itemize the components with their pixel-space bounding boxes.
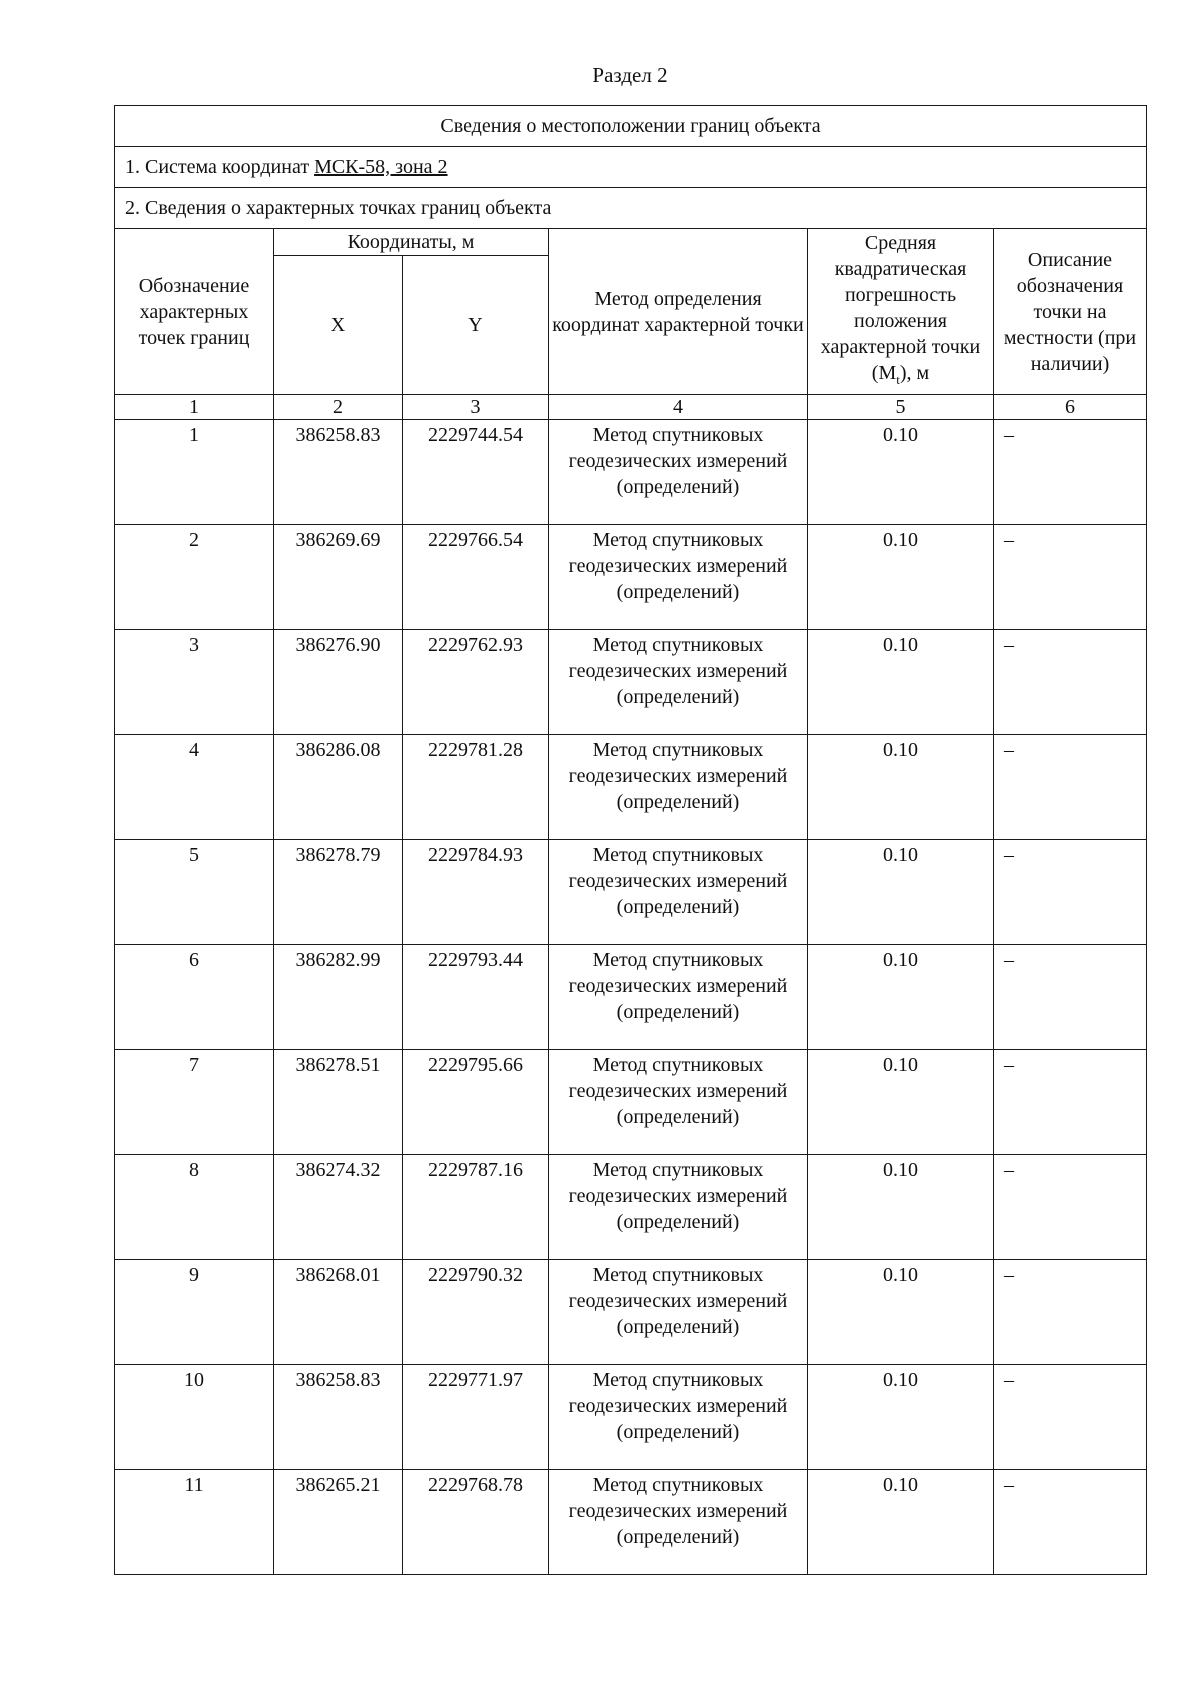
- header-error-tail: ), м: [899, 362, 930, 384]
- y-coordinate-cell: 2229787.16: [403, 1155, 549, 1260]
- description-cell: –: [994, 735, 1147, 840]
- method-cell: Метод спутниковых геодезических измерений (определений): [549, 1050, 808, 1155]
- error-value-cell: 0.10: [808, 1260, 994, 1365]
- header-error: [808, 229, 994, 395]
- coord-system-cell: [115, 147, 1147, 188]
- description-cell: –: [994, 1155, 1147, 1260]
- method-cell: Метод спутниковых геодезических измерений (определений): [549, 1155, 808, 1260]
- description-cell: –: [994, 420, 1147, 525]
- header-row-1: [115, 229, 1147, 256]
- x-coordinate-cell: 386258.83: [274, 1365, 403, 1470]
- x-coordinate-cell: 386278.79: [274, 840, 403, 945]
- header-description: Описание обозначения точки на местности (при наличии): [994, 229, 1147, 395]
- column-number: 1: [115, 395, 274, 420]
- header-designation: Обозначение характерных точек границ: [115, 229, 274, 395]
- column-number-row: [115, 395, 1147, 420]
- points-heading: 2. Сведения о характерных точках границ объекта: [115, 188, 1147, 229]
- description-cell: –: [994, 945, 1147, 1050]
- header-error-sub: t: [896, 372, 900, 387]
- description-cell: –: [994, 1260, 1147, 1365]
- table-row: [115, 1365, 1147, 1470]
- method-cell: Метод спутниковых геодезических измерений (определений): [549, 525, 808, 630]
- y-coordinate-cell: 2229781.28: [403, 735, 549, 840]
- column-number: 6: [994, 395, 1147, 420]
- description-cell: –: [994, 525, 1147, 630]
- table-row: [115, 735, 1147, 840]
- table-title: Сведения о местоположении границ объекта: [115, 106, 1147, 147]
- method-cell: Метод спутниковых геодезических измерений (определений): [549, 840, 808, 945]
- point-number-cell: 9: [115, 1260, 274, 1365]
- error-value-cell: 0.10: [808, 1155, 994, 1260]
- header-x: X: [274, 256, 403, 395]
- table-row: [115, 420, 1147, 525]
- coord-system-row: [115, 147, 1147, 188]
- table-row: [115, 840, 1147, 945]
- method-cell: Метод спутниковых геодезических измерений (определений): [549, 735, 808, 840]
- y-coordinate-cell: 2229768.78: [403, 1470, 549, 1575]
- header-coordinates: Координаты, м: [274, 229, 549, 256]
- table-row: [115, 1260, 1147, 1365]
- table-title-row: [115, 106, 1147, 147]
- x-coordinate-cell: 386278.51: [274, 1050, 403, 1155]
- coord-system-label: 1. Система координат: [125, 156, 315, 178]
- point-number-cell: 8: [115, 1155, 274, 1260]
- x-coordinate-cell: 386265.21: [274, 1470, 403, 1575]
- x-coordinate-cell: 386286.08: [274, 735, 403, 840]
- point-number-cell: 10: [115, 1365, 274, 1470]
- table-row: [115, 630, 1147, 735]
- point-number-cell: 1: [115, 420, 274, 525]
- column-number: 3: [403, 395, 549, 420]
- y-coordinate-cell: 2229790.32: [403, 1260, 549, 1365]
- method-cell: Метод спутниковых геодезических измерений (определений): [549, 1470, 808, 1575]
- error-value-cell: 0.10: [808, 945, 994, 1050]
- point-number-cell: 6: [115, 945, 274, 1050]
- point-number-cell: 4: [115, 735, 274, 840]
- x-coordinate-cell: 386282.99: [274, 945, 403, 1050]
- table-row: [115, 1155, 1147, 1260]
- method-cell: Метод спутниковых геодезических измерений (определений): [549, 1365, 808, 1470]
- table-row: [115, 945, 1147, 1050]
- x-coordinate-cell: 386269.69: [274, 525, 403, 630]
- point-number-cell: 11: [115, 1470, 274, 1575]
- error-value-cell: 0.10: [808, 1470, 994, 1575]
- error-value-cell: 0.10: [808, 420, 994, 525]
- column-number: 5: [808, 395, 994, 420]
- method-cell: Метод спутниковых геодезических измерений (определений): [549, 630, 808, 735]
- boundary-table-container: [114, 105, 1146, 1575]
- boundary-points-table: [114, 105, 1147, 1575]
- description-cell: –: [994, 630, 1147, 735]
- error-value-cell: 0.10: [808, 735, 994, 840]
- description-cell: –: [994, 840, 1147, 945]
- description-cell: –: [994, 1050, 1147, 1155]
- column-number: 4: [549, 395, 808, 420]
- table-row: [115, 1050, 1147, 1155]
- header-y: Y: [403, 256, 549, 395]
- description-cell: –: [994, 1365, 1147, 1470]
- method-cell: Метод спутниковых геодезических измерений (определений): [549, 945, 808, 1050]
- y-coordinate-cell: 2229744.54: [403, 420, 549, 525]
- method-cell: Метод спутниковых геодезических измерений (определений): [549, 420, 808, 525]
- x-coordinate-cell: 386276.90: [274, 630, 403, 735]
- section-title: Раздел 2: [592, 63, 668, 87]
- y-coordinate-cell: 2229771.97: [403, 1365, 549, 1470]
- error-value-cell: 0.10: [808, 1365, 994, 1470]
- coord-system-value: МСК-58, зона 2: [314, 156, 448, 178]
- error-value-cell: 0.10: [808, 840, 994, 945]
- header-error-main: Средняя квадратическая погрешность положения характерной точки (M: [820, 232, 981, 384]
- point-number-cell: 7: [115, 1050, 274, 1155]
- header-method: Метод определения координат характерной точки: [549, 229, 808, 395]
- error-value-cell: 0.10: [808, 525, 994, 630]
- method-cell: Метод спутниковых геодезических измерений (определений): [549, 1260, 808, 1365]
- error-value-cell: 0.10: [808, 1050, 994, 1155]
- table-row: [115, 525, 1147, 630]
- y-coordinate-cell: 2229784.93: [403, 840, 549, 945]
- point-number-cell: 5: [115, 840, 274, 945]
- x-coordinate-cell: 386268.01: [274, 1260, 403, 1365]
- x-coordinate-cell: 386274.32: [274, 1155, 403, 1260]
- description-cell: –: [994, 1470, 1147, 1575]
- point-number-cell: 2: [115, 525, 274, 630]
- y-coordinate-cell: 2229762.93: [403, 630, 549, 735]
- table-row: [115, 1470, 1147, 1575]
- points-heading-row: [115, 188, 1147, 229]
- point-number-cell: 3: [115, 630, 274, 735]
- column-number: 2: [274, 395, 403, 420]
- y-coordinate-cell: 2229793.44: [403, 945, 549, 1050]
- x-coordinate-cell: 386258.83: [274, 420, 403, 525]
- error-value-cell: 0.10: [808, 630, 994, 735]
- y-coordinate-cell: 2229766.54: [403, 525, 549, 630]
- y-coordinate-cell: 2229795.66: [403, 1050, 549, 1155]
